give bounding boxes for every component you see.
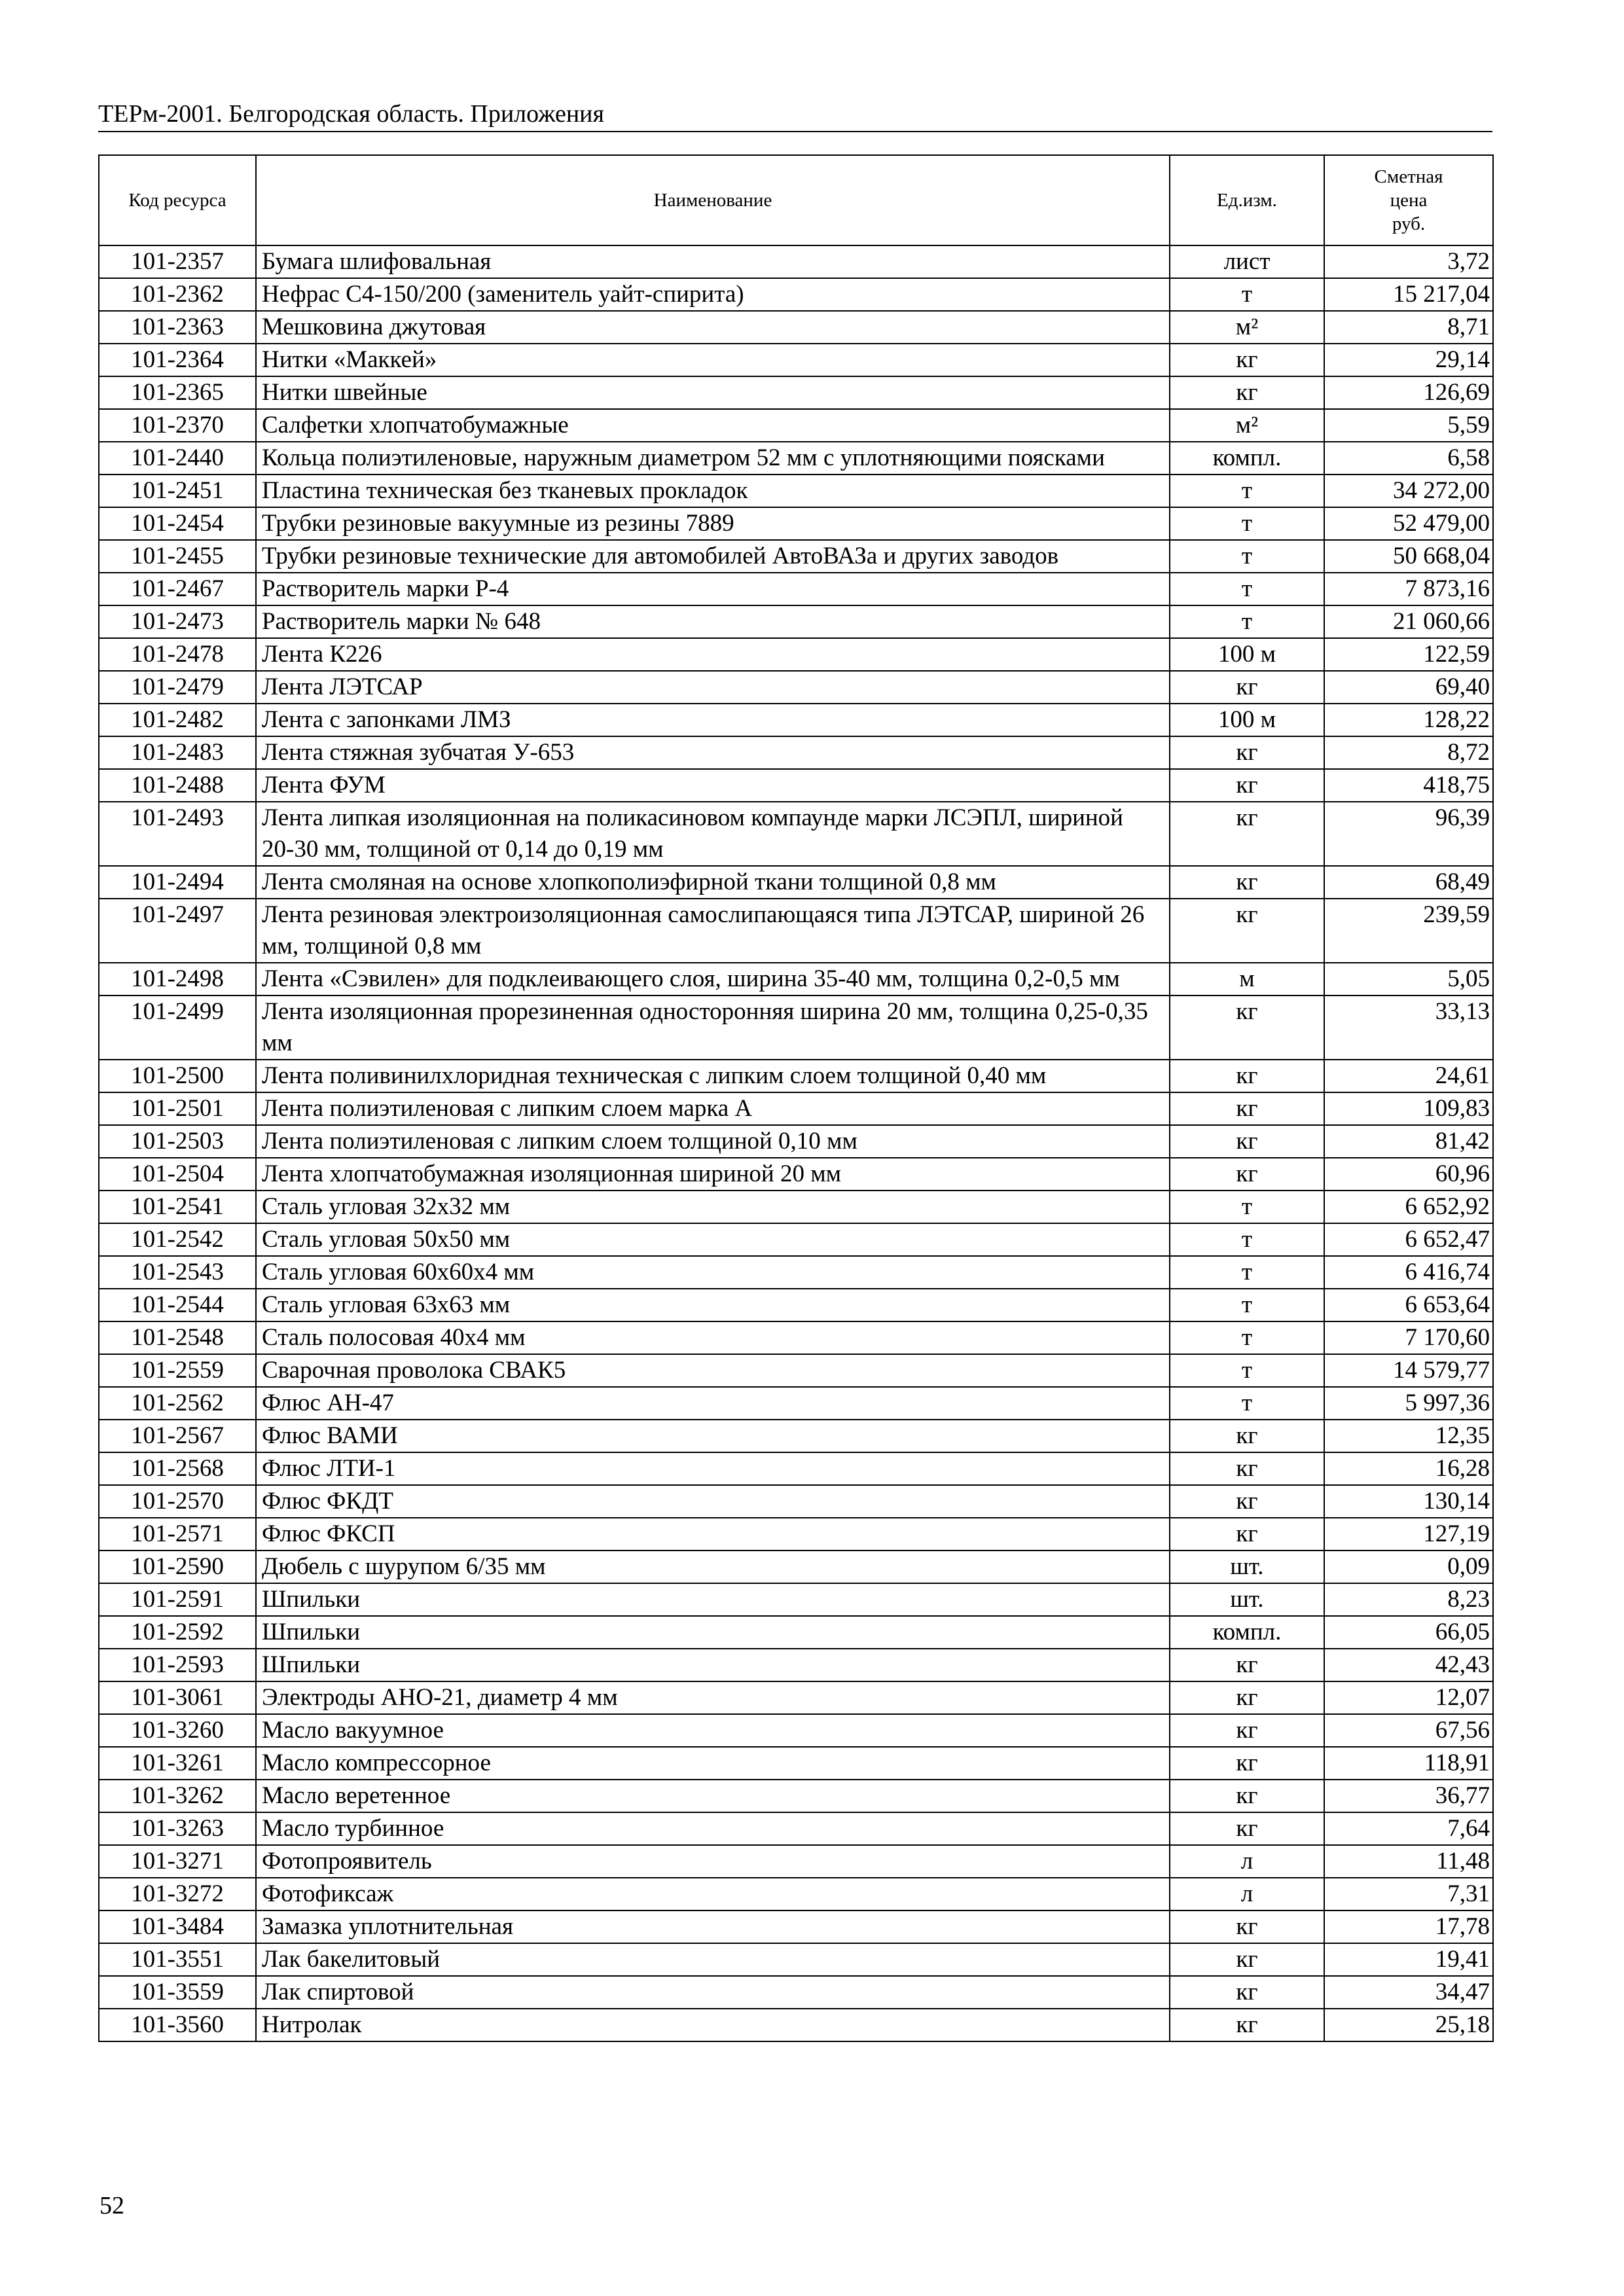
cell-code: 101-2571	[99, 1518, 256, 1551]
table-row	[99, 1910, 1493, 1943]
cell-unit: т	[1170, 573, 1324, 605]
cell-code: 101-2559	[99, 1354, 256, 1387]
cell-price: 34 272,00	[1324, 475, 1493, 507]
cell-price: 66,05	[1324, 1616, 1493, 1649]
table-row	[99, 1878, 1493, 1910]
cell-code: 101-2454	[99, 507, 256, 540]
resource-price-table	[98, 154, 1494, 2042]
cell-price: 12,07	[1324, 1681, 1493, 1714]
cell-unit: кг	[1170, 344, 1324, 376]
cell-unit: кг	[1170, 671, 1324, 704]
cell-unit: кг	[1170, 1485, 1324, 1518]
header-price-line1: Сметная	[1374, 166, 1443, 187]
cell-price: 109,83	[1324, 1092, 1493, 1125]
cell-code: 101-2357	[99, 245, 256, 278]
cell-price: 52 479,00	[1324, 507, 1493, 540]
cell-name: Растворитель марки Р-4	[256, 573, 1170, 605]
cell-unit: л	[1170, 1878, 1324, 1910]
cell-code: 101-2451	[99, 475, 256, 507]
cell-name: Лента изоляционная прорезиненная односторонняя ширина 20 мм, толщина 0,25-0,35 мм	[256, 996, 1170, 1060]
cell-name: Флюс ВАМИ	[256, 1420, 1170, 1452]
cell-code: 101-2473	[99, 605, 256, 638]
cell-name: Лак спиртовой	[256, 1976, 1170, 2009]
cell-code: 101-3262	[99, 1780, 256, 1812]
cell-price: 5,05	[1324, 963, 1493, 996]
cell-code: 101-2455	[99, 540, 256, 573]
cell-unit: т	[1170, 475, 1324, 507]
table-row	[99, 1714, 1493, 1747]
table-row	[99, 1747, 1493, 1780]
cell-unit: кг	[1170, 376, 1324, 409]
table-header-row	[99, 155, 1493, 245]
cell-name: Лента резиновая электроизоляционная самослипающаяся типа ЛЭТСАР, шириной 26 мм, толщиной 0,8 мм	[256, 899, 1170, 963]
cell-code: 101-2364	[99, 344, 256, 376]
table-row	[99, 1976, 1493, 2009]
cell-code: 101-2543	[99, 1256, 256, 1289]
cell-name: Трубки резиновые технические для автомобилей АвтоВАЗа и других заводов	[256, 540, 1170, 573]
cell-unit: кг	[1170, 1518, 1324, 1551]
cell-unit: кг	[1170, 1747, 1324, 1780]
table-row	[99, 1452, 1493, 1485]
cell-name: Сварочная проволока СВАК5	[256, 1354, 1170, 1387]
cell-name: Нитки «Маккей»	[256, 344, 1170, 376]
header-unit: Ед.изм.	[1170, 155, 1324, 245]
cell-name: Лента полиэтиленовая с липким слоем марка А	[256, 1092, 1170, 1125]
cell-price: 7,64	[1324, 1812, 1493, 1845]
cell-price: 68,49	[1324, 866, 1493, 899]
cell-name: Лента «Сэвилен» для подклеивающего слоя, ширина 35-40 мм, толщина 0,2-0,5 мм	[256, 963, 1170, 996]
cell-name: Масло вакуумное	[256, 1714, 1170, 1747]
cell-unit: т	[1170, 507, 1324, 540]
table-row	[99, 1060, 1493, 1092]
cell-name: Нитролак	[256, 2009, 1170, 2041]
cell-code: 101-2570	[99, 1485, 256, 1518]
page-number: 52	[99, 2192, 124, 2219]
cell-price: 118,91	[1324, 1747, 1493, 1780]
cell-code: 101-2370	[99, 409, 256, 442]
cell-name: Пластина техническая без тканевых прокладок	[256, 475, 1170, 507]
header-price	[1324, 155, 1493, 245]
table-row	[99, 1387, 1493, 1420]
cell-code: 101-2542	[99, 1223, 256, 1256]
cell-code: 101-2503	[99, 1125, 256, 1158]
cell-price: 12,35	[1324, 1420, 1493, 1452]
cell-name: Лента хлопчатобумажная изоляционная шириной 20 мм	[256, 1158, 1170, 1191]
cell-unit: т	[1170, 540, 1324, 573]
cell-price: 6 416,74	[1324, 1256, 1493, 1289]
table-row	[99, 1420, 1493, 1452]
cell-unit: кг	[1170, 1452, 1324, 1485]
table-row	[99, 1845, 1493, 1878]
cell-price: 122,59	[1324, 638, 1493, 671]
cell-name: Сталь угловая 63x63 мм	[256, 1289, 1170, 1321]
cell-price: 126,69	[1324, 376, 1493, 409]
table-row	[99, 1158, 1493, 1191]
cell-code: 101-2482	[99, 704, 256, 736]
cell-code: 101-3260	[99, 1714, 256, 1747]
cell-price: 128,22	[1324, 704, 1493, 736]
table-row	[99, 442, 1493, 475]
cell-price: 6 652,47	[1324, 1223, 1493, 1256]
cell-name: Лента ФУМ	[256, 769, 1170, 802]
cell-unit: кг	[1170, 996, 1324, 1060]
table-row	[99, 866, 1493, 899]
table-row	[99, 899, 1493, 963]
cell-unit: т	[1170, 1223, 1324, 1256]
cell-unit: м	[1170, 963, 1324, 996]
cell-unit: компл.	[1170, 1616, 1324, 1649]
cell-unit: кг	[1170, 802, 1324, 866]
cell-code: 101-2478	[99, 638, 256, 671]
table-row	[99, 1354, 1493, 1387]
cell-code: 101-2544	[99, 1289, 256, 1321]
cell-name: Сталь угловая 60x60x4 мм	[256, 1256, 1170, 1289]
cell-price: 239,59	[1324, 899, 1493, 963]
cell-price: 7 873,16	[1324, 573, 1493, 605]
cell-unit: кг	[1170, 1092, 1324, 1125]
table-row	[99, 638, 1493, 671]
cell-unit: т	[1170, 1256, 1324, 1289]
cell-code: 101-3551	[99, 1943, 256, 1976]
cell-price: 36,77	[1324, 1780, 1493, 1812]
cell-price: 8,71	[1324, 311, 1493, 344]
cell-unit: м²	[1170, 311, 1324, 344]
cell-price: 0,09	[1324, 1551, 1493, 1583]
cell-name: Лента ЛЭТСАР	[256, 671, 1170, 704]
cell-code: 101-2500	[99, 1060, 256, 1092]
cell-name: Лента К226	[256, 638, 1170, 671]
table-row	[99, 507, 1493, 540]
cell-price: 3,72	[1324, 245, 1493, 278]
cell-name: Лента липкая изоляционная на поликасиновом компаунде марки ЛСЭПЛ, шириной 20-30 мм, толщиной от 0,14 до 0,19 мм	[256, 802, 1170, 866]
cell-name: Фотопроявитель	[256, 1845, 1170, 1878]
table-row	[99, 1321, 1493, 1354]
cell-unit: шт.	[1170, 1551, 1324, 1583]
cell-price: 7,31	[1324, 1878, 1493, 1910]
cell-price: 29,14	[1324, 344, 1493, 376]
cell-unit: кг	[1170, 1060, 1324, 1092]
cell-price: 5 997,36	[1324, 1387, 1493, 1420]
table-row	[99, 1125, 1493, 1158]
cell-code: 101-3061	[99, 1681, 256, 1714]
cell-price: 21 060,66	[1324, 605, 1493, 638]
cell-code: 101-3261	[99, 1747, 256, 1780]
cell-unit: кг	[1170, 2009, 1324, 2041]
cell-code: 101-2493	[99, 802, 256, 866]
cell-unit: т	[1170, 1321, 1324, 1354]
cell-code: 101-2593	[99, 1649, 256, 1681]
cell-code: 101-2548	[99, 1321, 256, 1354]
cell-name: Кольца полиэтиленовые, наружным диаметром 52 мм с уплотняющими поясками	[256, 442, 1170, 475]
table-row	[99, 671, 1493, 704]
table-row	[99, 409, 1493, 442]
cell-name: Сталь угловая 50x50 мм	[256, 1223, 1170, 1256]
cell-name: Лента полиэтиленовая с липким слоем толщиной 0,10 мм	[256, 1125, 1170, 1158]
cell-unit: т	[1170, 1289, 1324, 1321]
table-row	[99, 1780, 1493, 1812]
cell-code: 101-2440	[99, 442, 256, 475]
table-row	[99, 1583, 1493, 1616]
table-row	[99, 996, 1493, 1060]
table-row	[99, 2009, 1493, 2041]
cell-price: 6 652,92	[1324, 1191, 1493, 1223]
cell-unit: кг	[1170, 899, 1324, 963]
table-row	[99, 1551, 1493, 1583]
table-row	[99, 769, 1493, 802]
cell-price: 8,23	[1324, 1583, 1493, 1616]
cell-code: 101-2568	[99, 1452, 256, 1485]
cell-name: Флюс ФКСП	[256, 1518, 1170, 1551]
table-row	[99, 1256, 1493, 1289]
cell-price: 7 170,60	[1324, 1321, 1493, 1354]
table-row	[99, 245, 1493, 278]
cell-name: Лента смоляная на основе хлопкополиэфирной ткани толщиной 0,8 мм	[256, 866, 1170, 899]
cell-name: Шпильки	[256, 1649, 1170, 1681]
cell-unit: кг	[1170, 769, 1324, 802]
cell-code: 101-2467	[99, 573, 256, 605]
cell-code: 101-3560	[99, 2009, 256, 2041]
cell-unit: т	[1170, 1387, 1324, 1420]
cell-code: 101-2362	[99, 278, 256, 311]
cell-price: 16,28	[1324, 1452, 1493, 1485]
cell-name: Замазка уплотнительная	[256, 1910, 1170, 1943]
table-row	[99, 1649, 1493, 1681]
cell-code: 101-2363	[99, 311, 256, 344]
cell-unit: кг	[1170, 1780, 1324, 1812]
table-row	[99, 704, 1493, 736]
cell-price: 69,40	[1324, 671, 1493, 704]
cell-price: 130,14	[1324, 1485, 1493, 1518]
cell-code: 101-2541	[99, 1191, 256, 1223]
cell-code: 101-2498	[99, 963, 256, 996]
cell-name: Лента поливинилхлоридная техническая с липким слоем толщиной 0,40 мм	[256, 1060, 1170, 1092]
cell-code: 101-2494	[99, 866, 256, 899]
cell-unit: т	[1170, 278, 1324, 311]
cell-unit: кг	[1170, 1649, 1324, 1681]
cell-price: 5,59	[1324, 409, 1493, 442]
cell-price: 19,41	[1324, 1943, 1493, 1976]
cell-name: Электроды АНО-21, диаметр 4 мм	[256, 1681, 1170, 1714]
cell-code: 101-3271	[99, 1845, 256, 1878]
cell-code: 101-2483	[99, 736, 256, 769]
cell-code: 101-2592	[99, 1616, 256, 1649]
header-price-line2: цена	[1390, 190, 1428, 211]
cell-name: Флюс АН-47	[256, 1387, 1170, 1420]
cell-name: Салфетки хлопчатобумажные	[256, 409, 1170, 442]
cell-name: Лента стяжная зубчатая У-653	[256, 736, 1170, 769]
cell-name: Сталь угловая 32x32 мм	[256, 1191, 1170, 1223]
table-row	[99, 1812, 1493, 1845]
cell-unit: 100 м	[1170, 704, 1324, 736]
cell-name: Трубки резиновые вакуумные из резины 7889	[256, 507, 1170, 540]
cell-price: 14 579,77	[1324, 1354, 1493, 1387]
cell-unit: кг	[1170, 1681, 1324, 1714]
table-row	[99, 1289, 1493, 1321]
table-row	[99, 802, 1493, 866]
cell-unit: кг	[1170, 1910, 1324, 1943]
table-row	[99, 736, 1493, 769]
cell-name: Растворитель марки № 648	[256, 605, 1170, 638]
table-row	[99, 963, 1493, 996]
cell-price: 418,75	[1324, 769, 1493, 802]
cell-price: 34,47	[1324, 1976, 1493, 2009]
cell-unit: компл.	[1170, 442, 1324, 475]
cell-code: 101-2497	[99, 899, 256, 963]
cell-unit: м²	[1170, 409, 1324, 442]
cell-price: 6,58	[1324, 442, 1493, 475]
table-row	[99, 344, 1493, 376]
table-row	[99, 540, 1493, 573]
cell-price: 11,48	[1324, 1845, 1493, 1878]
table-row	[99, 311, 1493, 344]
cell-unit: кг	[1170, 736, 1324, 769]
table-row	[99, 475, 1493, 507]
cell-name: Лак бакелитовый	[256, 1943, 1170, 1976]
cell-price: 42,43	[1324, 1649, 1493, 1681]
cell-code: 101-3559	[99, 1976, 256, 2009]
cell-code: 101-3263	[99, 1812, 256, 1845]
cell-unit: т	[1170, 1191, 1324, 1223]
table-row	[99, 1681, 1493, 1714]
cell-unit: кг	[1170, 866, 1324, 899]
cell-name: Нефрас С4-150/200 (заменитель уайт-спирита)	[256, 278, 1170, 311]
cell-code: 101-3484	[99, 1910, 256, 1943]
cell-name: Мешковина джутовая	[256, 311, 1170, 344]
cell-code: 101-2590	[99, 1551, 256, 1583]
cell-price: 81,42	[1324, 1125, 1493, 1158]
cell-code: 101-2365	[99, 376, 256, 409]
cell-name: Фотофиксаж	[256, 1878, 1170, 1910]
cell-name: Масло компрессорное	[256, 1747, 1170, 1780]
cell-unit: т	[1170, 1354, 1324, 1387]
cell-name: Флюс ЛТИ-1	[256, 1452, 1170, 1485]
cell-unit: кг	[1170, 1125, 1324, 1158]
cell-unit: кг	[1170, 1420, 1324, 1452]
header-code: Код ресурса	[99, 155, 256, 245]
cell-price: 96,39	[1324, 802, 1493, 866]
cell-unit: кг	[1170, 1812, 1324, 1845]
cell-code: 101-2562	[99, 1387, 256, 1420]
table-row	[99, 1191, 1493, 1223]
table-row	[99, 1485, 1493, 1518]
table-row	[99, 278, 1493, 311]
cell-code: 101-2567	[99, 1420, 256, 1452]
cell-code: 101-2488	[99, 769, 256, 802]
cell-name: Шпильки	[256, 1616, 1170, 1649]
cell-unit: кг	[1170, 1158, 1324, 1191]
cell-price: 50 668,04	[1324, 540, 1493, 573]
table-row	[99, 1943, 1493, 1976]
table-row	[99, 1223, 1493, 1256]
cell-price: 17,78	[1324, 1910, 1493, 1943]
table-row	[99, 605, 1493, 638]
header-price-line3: руб.	[1392, 213, 1426, 234]
cell-name: Шпильки	[256, 1583, 1170, 1616]
cell-price: 127,19	[1324, 1518, 1493, 1551]
cell-code: 101-2591	[99, 1583, 256, 1616]
table-row	[99, 1518, 1493, 1551]
table-body	[99, 245, 1493, 2041]
cell-unit: лист	[1170, 245, 1324, 278]
cell-code: 101-3272	[99, 1878, 256, 1910]
cell-name: Масло веретенное	[256, 1780, 1170, 1812]
cell-unit: кг	[1170, 1714, 1324, 1747]
cell-price: 15 217,04	[1324, 278, 1493, 311]
page-header: ТЕРм-2001. Белгородская область. Приложения	[98, 97, 1492, 132]
cell-name: Лента с запонками ЛМЗ	[256, 704, 1170, 736]
cell-code: 101-2504	[99, 1158, 256, 1191]
table-row	[99, 376, 1493, 409]
table-row	[99, 573, 1493, 605]
cell-price: 6 653,64	[1324, 1289, 1493, 1321]
table-row	[99, 1092, 1493, 1125]
cell-price: 60,96	[1324, 1158, 1493, 1191]
cell-code: 101-2501	[99, 1092, 256, 1125]
cell-unit: кг	[1170, 1976, 1324, 2009]
cell-unit: л	[1170, 1845, 1324, 1878]
table-row	[99, 1616, 1493, 1649]
cell-name: Нитки швейные	[256, 376, 1170, 409]
cell-name: Дюбель с шурупом 6/35 мм	[256, 1551, 1170, 1583]
cell-unit: 100 м	[1170, 638, 1324, 671]
cell-name: Масло турбинное	[256, 1812, 1170, 1845]
cell-price: 67,56	[1324, 1714, 1493, 1747]
cell-code: 101-2499	[99, 996, 256, 1060]
cell-unit: кг	[1170, 1943, 1324, 1976]
cell-name: Флюс ФКДТ	[256, 1485, 1170, 1518]
cell-price: 33,13	[1324, 996, 1493, 1060]
header-name: Наименование	[256, 155, 1170, 245]
cell-price: 8,72	[1324, 736, 1493, 769]
cell-price: 24,61	[1324, 1060, 1493, 1092]
cell-unit: шт.	[1170, 1583, 1324, 1616]
cell-code: 101-2479	[99, 671, 256, 704]
cell-name: Сталь полосовая 40x4 мм	[256, 1321, 1170, 1354]
cell-price: 25,18	[1324, 2009, 1493, 2041]
cell-unit: т	[1170, 605, 1324, 638]
cell-name: Бумага шлифовальная	[256, 245, 1170, 278]
